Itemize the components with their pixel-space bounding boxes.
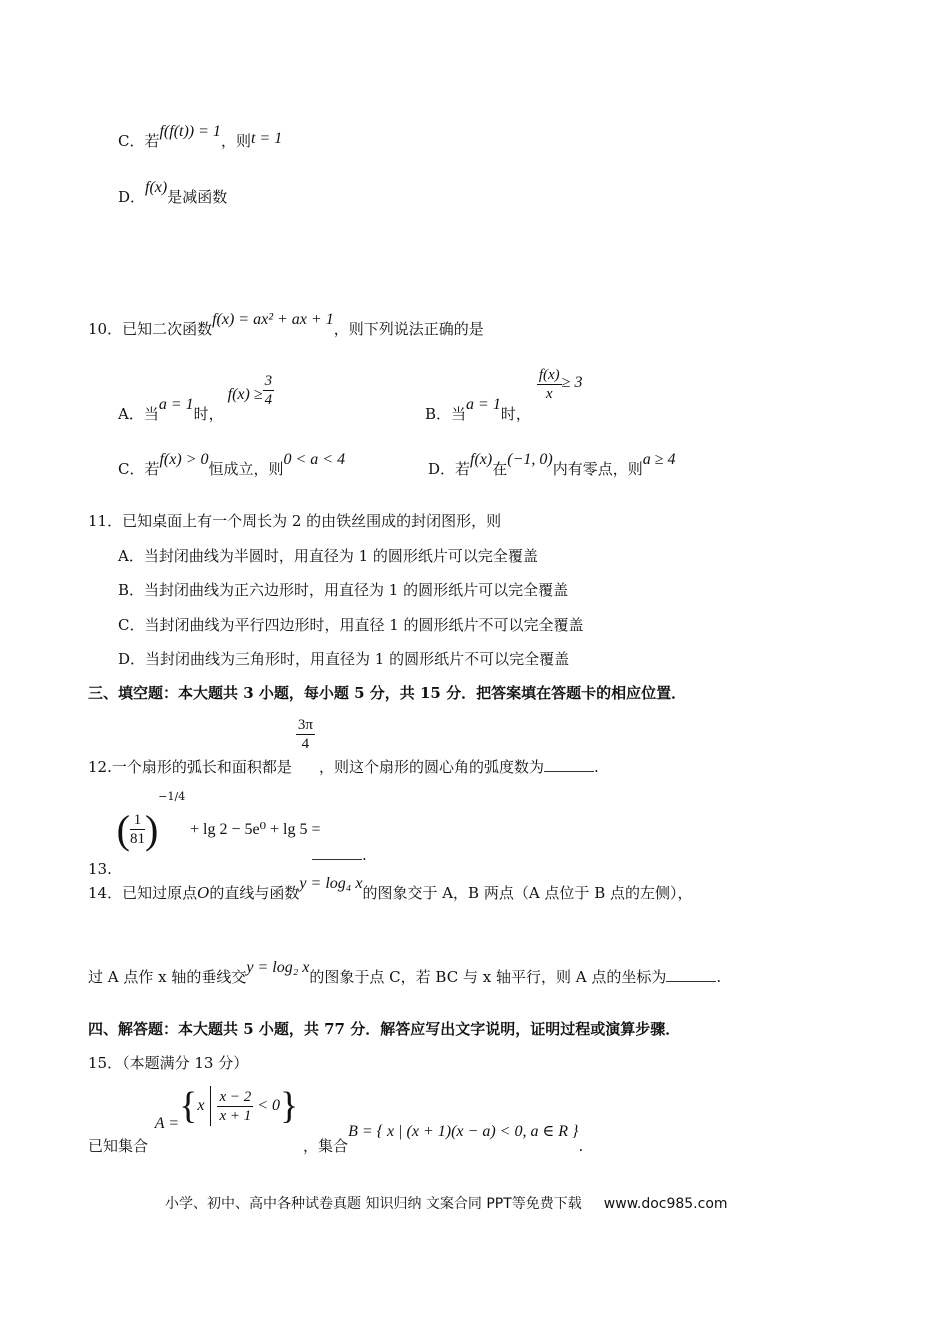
section-heading-fill-in: 三、填空题：本大题共 3 小题，每小题 5 分，共 15 分．把答案填在答题卡的相应位置．: [88, 684, 687, 702]
math-expr: t = 1: [250, 130, 283, 147]
math-expr: f(x) = ax² + ax + 1: [212, 311, 334, 328]
fraction: $\frac{3}{4}$: [264, 373, 273, 408]
q10-option-a: A．当a = 1时，f(x) ≥ $\frac{3}{4}$: [118, 373, 273, 423]
q11-stem: 11．已知桌面上有一个周长为 2 的由铁丝围成的封闭图形，则: [88, 512, 502, 530]
q10-option-d: D．若f(x)在(−1, 0)内有零点，则a ≥ 4: [428, 451, 676, 478]
q10-option-b: B．当a = 1时， $\frac{f(x)}{x}$ ≥ 3: [425, 367, 583, 423]
q11-option-c: C．当封闭曲线为平行四边形时，用直径 1 的圆形纸片不可以完全覆盖: [118, 616, 584, 634]
q10-option-c: C．若f(x) > 0恒成立，则0 < a < 4: [118, 451, 346, 478]
fraction: $\frac{f(x)}{x}$: [538, 367, 560, 402]
q10-stem: 10．已知二次函数f(x) = ax² + ax + 1，则下列说法正确的是: [88, 311, 484, 338]
fraction: $\frac{3\pi}{4}$: [297, 717, 313, 752]
section-heading-solutions: 四、解答题：本大题共 5 小题，共 77 分．解答应写出文字说明，证明过程或演算步骤．: [88, 1020, 681, 1038]
q15-title: 15．（本题满分 13 分）: [88, 1054, 249, 1072]
answer-blank: [666, 980, 716, 982]
page-footer: [165, 1193, 728, 1213]
footer-url[interactable]: www.doc985.com: [603, 1196, 728, 1212]
q14-line1: 14．已知过原点O的直线与函数y = log₄ x的图象交于 A，B 两点（A 点位于 B 点的左侧），: [88, 875, 693, 902]
q11-option-b: B．当封闭曲线为正六边形时，用直径为 1 的圆形纸片可以完全覆盖: [118, 581, 569, 599]
math-expr: f(f(t)) = 1: [159, 123, 221, 140]
fraction: $\frac{x - 2}{x + 1}$: [219, 1088, 252, 1124]
q14-line2: 过 A 点作 x 轴的垂线交y = log₂ x的图象于点 C，若 BC 与 x 轴平行，则 A 点的坐标为 .: [88, 959, 722, 986]
q12: 12.一个扇形的弧长和面积都是 $\frac{3\pi}{4}$ ，则这个扇形的圆心角的弧度数为 .: [88, 717, 599, 776]
q11-option-d: D．当封闭曲线为三角形时，用直径为 1 的圆形纸片不可以完全覆盖: [118, 650, 570, 668]
math-expr: f(x): [145, 179, 168, 196]
q9-option-d: D．f(x)是减函数: [118, 179, 228, 206]
fraction: $\frac{1}{81}$: [129, 812, 145, 847]
q13-answer: .: [312, 846, 367, 864]
q9-option-c: C．若f(f(t)) = 1，则t = 1: [118, 123, 283, 150]
answer-blank: [312, 858, 362, 860]
q15-stem: 已知集合 A ={x $\frac{x - 2}{x + 1}$ < 0} ，集合B = { x | (x + 1)(x − a) < 0, a ∈ R }.: [88, 1085, 584, 1155]
answer-blank: [544, 770, 594, 772]
q13: 13. ( $\frac{1}{81}$ )$^{-1/4}$ + lg 2 − 5e⁰ + lg 5 =: [88, 789, 321, 878]
q11-option-a: A．当封闭曲线为半圆时，用直径为 1 的圆形纸片可以完全覆盖: [118, 547, 538, 565]
footer-text: 小学、初中、高中各种试卷真题 知识归纳 文案合同 PPT等免费下载: [165, 1196, 582, 1212]
